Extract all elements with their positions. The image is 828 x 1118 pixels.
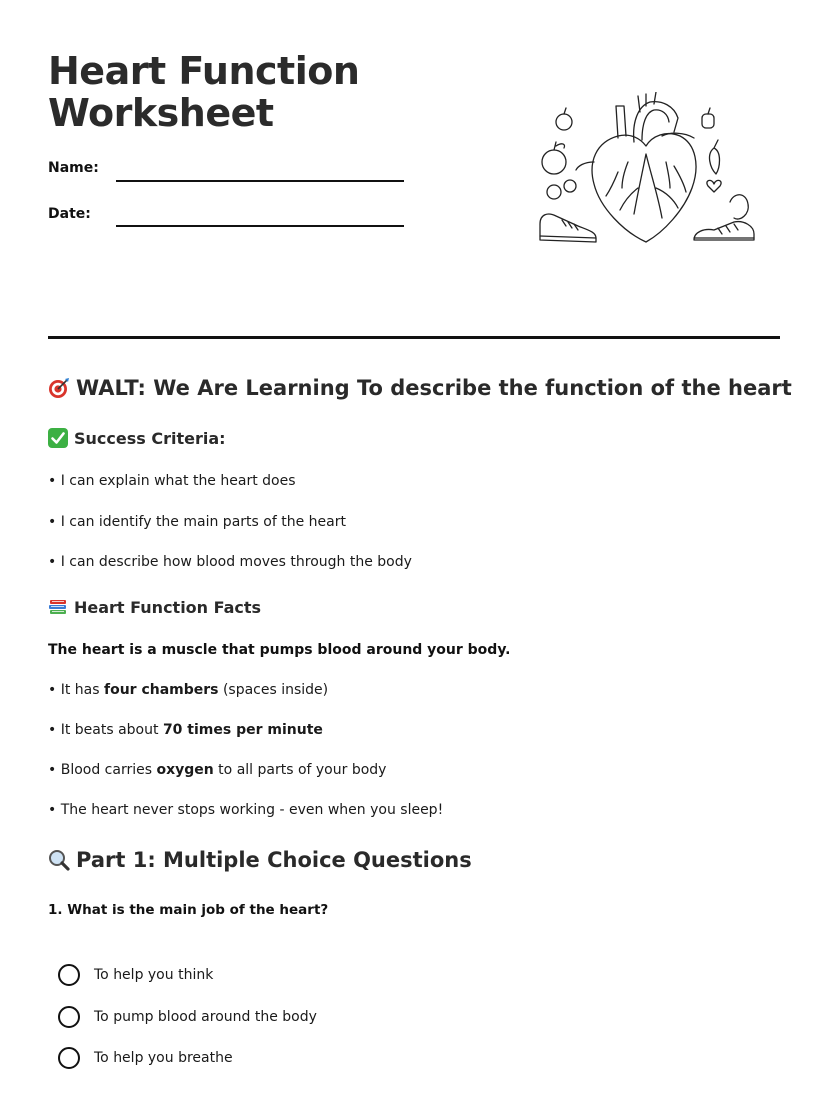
name-label: Name: [48, 160, 99, 176]
title-line-2: Worksheet [48, 91, 274, 135]
check-mark-icon [48, 428, 68, 448]
fact-item-1: • It has four chambers (spaces inside) [48, 682, 329, 698]
success-criteria-text: Success Criteria: [74, 428, 226, 448]
title-line-1: Heart Function [48, 49, 360, 93]
dart-target-icon [48, 377, 70, 399]
date-field[interactable] [116, 225, 404, 227]
section-divider [48, 336, 780, 339]
fact-item-4: • The heart never stops working - even when you sleep! [48, 802, 444, 818]
facts-text: Heart Function Facts [74, 597, 262, 617]
part1-heading [48, 848, 472, 872]
option-3-label: To help you breathe [94, 1050, 233, 1066]
option-3-radio[interactable] [58, 1047, 80, 1069]
question-1: 1. What is the main job of the heart? [48, 902, 329, 918]
option-2-radio[interactable] [58, 1006, 80, 1028]
walt-heading [48, 376, 792, 400]
facts-heading [48, 597, 261, 617]
option-2[interactable] [58, 1005, 317, 1029]
fact-item-3: • Blood carries oxygen to all parts of your body [48, 762, 387, 778]
fact-item-2: • It beats about 70 times per minute [48, 722, 323, 738]
worksheet-page [48, 0, 792, 1118]
success-criteria-heading [48, 428, 226, 448]
part1-text: Part 1: Multiple Choice Questions [76, 848, 472, 872]
name-field[interactable] [116, 180, 404, 182]
option-1-label: To help you think [94, 967, 214, 983]
facts-intro: The heart is a muscle that pumps blood around your body. [48, 642, 511, 658]
option-1[interactable] [58, 963, 213, 987]
page-title [48, 50, 359, 134]
date-label: Date: [48, 206, 91, 222]
option-1-radio[interactable] [58, 964, 80, 986]
criteria-item-2: • I can identify the main parts of the heart [48, 514, 346, 530]
heart-illustration [534, 92, 758, 254]
option-3[interactable] [58, 1046, 233, 1070]
magnifying-glass-icon [48, 849, 70, 871]
criteria-item-1: • I can explain what the heart does [48, 473, 296, 489]
books-icon [48, 597, 68, 617]
criteria-item-3: • I can describe how blood moves through the body [48, 554, 412, 570]
option-2-label: To pump blood around the body [94, 1009, 317, 1025]
walt-text: WALT: We Are Learning To describe the function of the heart [76, 376, 792, 400]
